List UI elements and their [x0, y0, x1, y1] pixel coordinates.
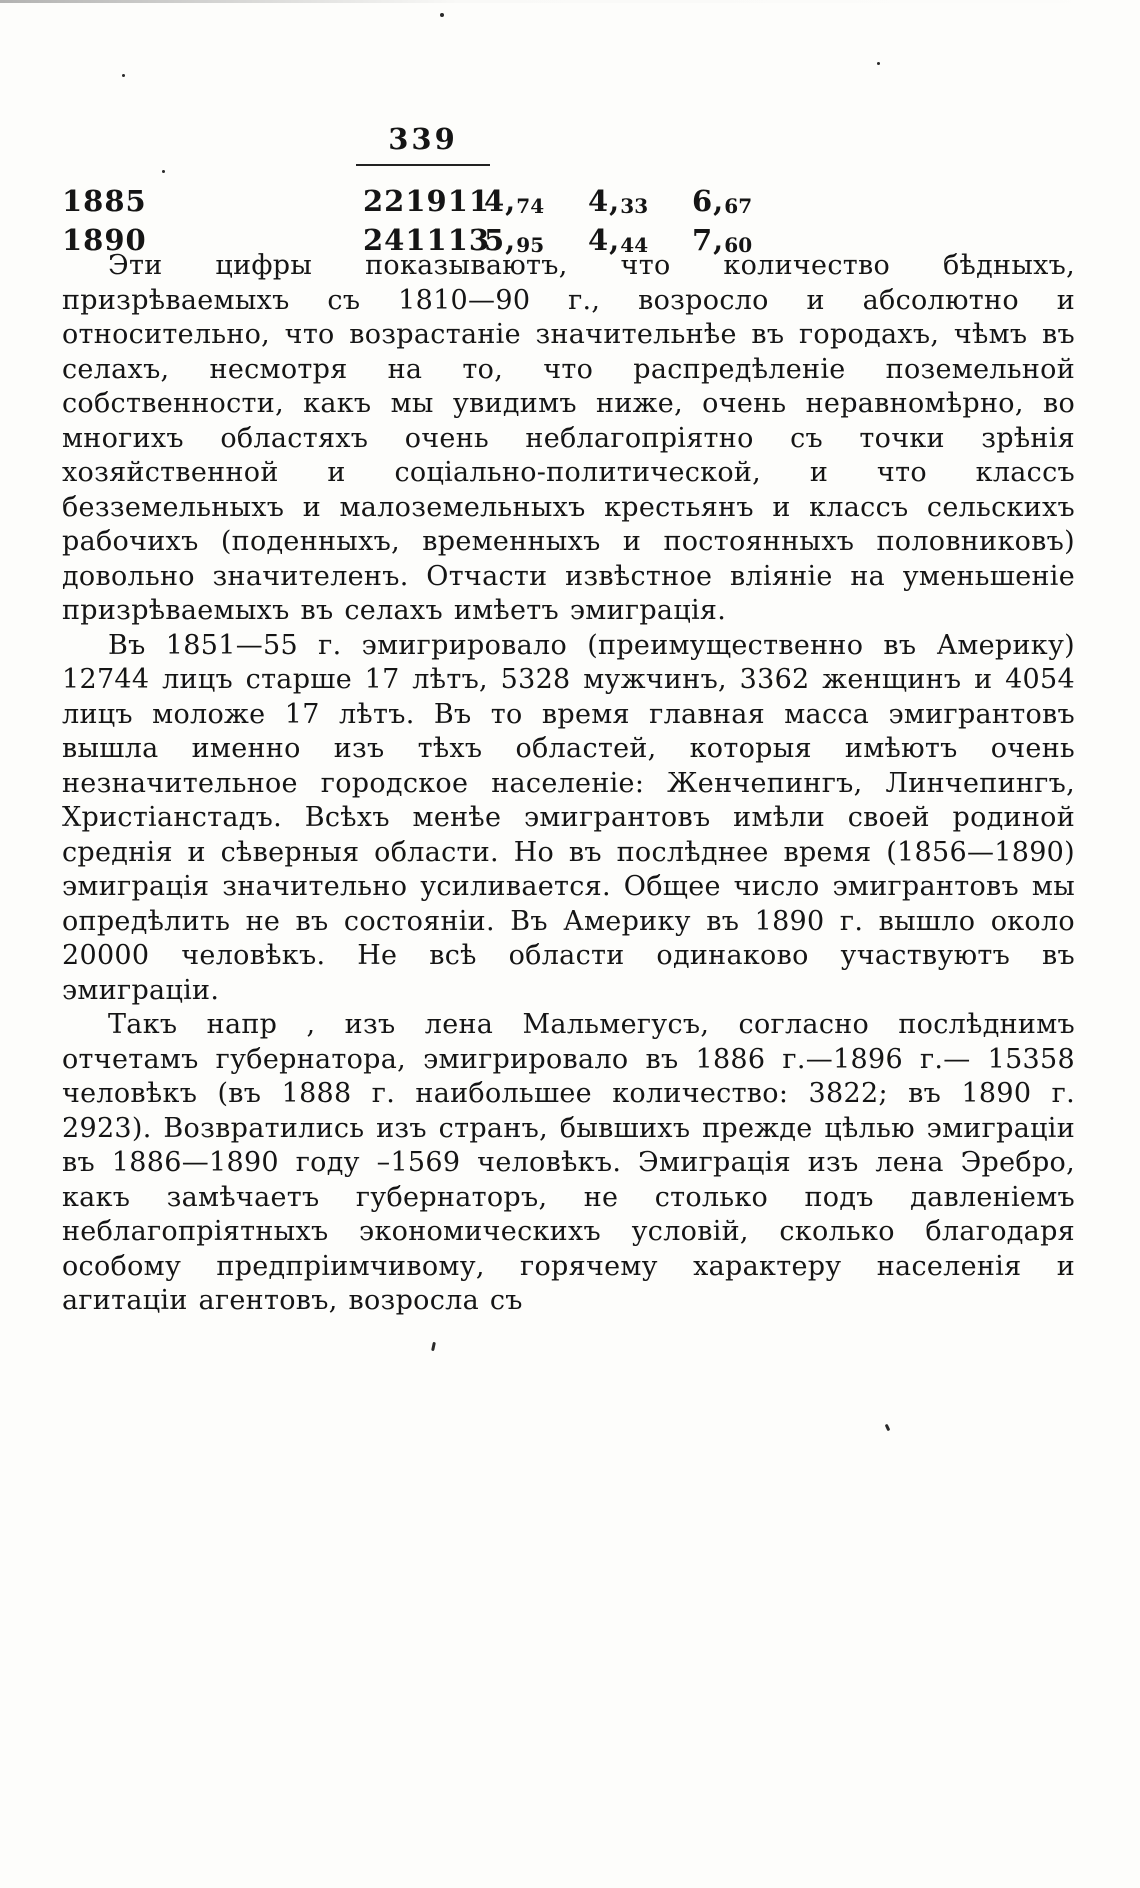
- scan-speck: [440, 13, 444, 17]
- scan-speck: [162, 170, 165, 173]
- table-cell-total: 221911: [363, 184, 491, 218]
- table-cell-value: 4,33: [588, 184, 649, 218]
- scan-speck: [122, 74, 125, 77]
- table-cell-year: 1885: [62, 184, 147, 218]
- scan-speck: [885, 1424, 891, 1432]
- scan-speck: [877, 62, 880, 65]
- table-cell-value: 4,74: [484, 184, 545, 218]
- table-cell-value: 5,95: [484, 223, 545, 257]
- table-cell-value: 7,60: [692, 223, 753, 257]
- table-cell-year: 1890: [62, 223, 147, 257]
- scan-speck: [431, 1342, 436, 1351]
- paragraph: Въ 1851—55 г. эмигрировало (преимущественно въ Америку) 12744 лицъ старше 17 лѣтъ, 5328 мужчинъ, 3362 женщинъ и 4054 лицъ моложе 17 лѣтъ. Въ то время главная масса эмигрантовъ вышла именно изъ тѣхъ областей, которыя имѣютъ очень незначительное городское населеніе: Женчепингъ, Линчепингъ, Христіанстадъ. Всѣхъ менѣе эмигрантовъ имѣли своей родиной среднія и сѣверныя области. Но въ послѣднее время (1856—1890) эмиграція значительно усиливается. Общее число эмигрантовъ мы опредѣлить не въ состояніи. Въ Америку въ 1890 г. вышло около 20000 человѣкъ. Не всѣ области одинаково участвуютъ въ эмиграціи.: [62, 629, 1075, 1006]
- table-cell-value: 4,44: [588, 223, 649, 257]
- page-number-block: [356, 122, 490, 166]
- page-number: 339: [388, 122, 458, 156]
- paragraph: Такъ напр , изъ лена Мальмегусъ, согласно послѣднимъ отчетамъ губернатора, эмигрировало въ 1886 г.—1896 г.— 15358 человѣкъ (въ 1888 г. наибольшее количество: 3822; въ 1890 г. 2923). Возвратились изъ странъ, бывшихъ прежде цѣлью эмиграціи въ 1886—1890 году –1569 человѣкъ. Эмиграція изъ лена Эребро, какъ замѣчаетъ губернаторъ, не столько подъ давленіемъ неблагопріятныхъ экономическихъ условій, сколько благодаря особому предпріимчивому, горячему характеру населенія и агитаціи агентовъ, возросла съ: [62, 1009, 1075, 1316]
- table-cell-total: 241113: [363, 223, 491, 257]
- paragraph: Эти цифры показываютъ, что количество бѣдныхъ, призрѣваемыхъ съ 1810—90 г., возросло и абсолютно и относительно, что возрастаніе значительнѣе въ городахъ, чѣмъ въ селахъ, несмотря на то, что распредѣленіе поземельной собственности, какъ мы увидимъ ниже, очень неравномѣрно, во многихъ областяхъ очень неблагопріятно съ точки зрѣнія хозяйственной и соціально-политической, и что классъ безземельныхъ и малоземельныхъ крестьянъ и классъ сельскихъ рабочихъ (поденныхъ, временныхъ и постоянныхъ половниковъ) довольно значителенъ. Отчасти извѣстное вліяніе на уменьшеніе призрѣваемыхъ въ селахъ имѣетъ эмиграція.: [62, 250, 1075, 626]
- body-text: [62, 249, 1075, 1319]
- table-row: [62, 184, 796, 223]
- table-cell-value: 6,67: [692, 184, 753, 218]
